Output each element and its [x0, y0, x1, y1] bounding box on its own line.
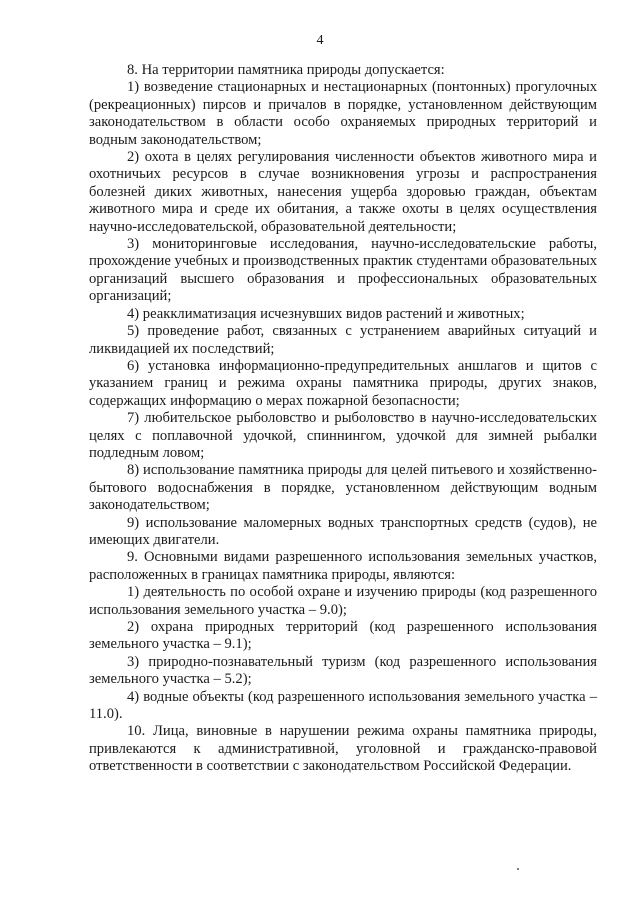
- section-8-item-9: 9) использование маломерных водных транспортных средств (судов), не имеющих двигатели.: [89, 514, 597, 548]
- section-10: 10. Лица, виновные в нарушении режима охраны памятника природы, привлекаются к административной, уголовной и гражданско-правовой ответственности в соответствии с законодательством Российской Федерации.: [89, 723, 597, 775]
- document-body: [89, 62, 597, 776]
- page-number: 4: [316, 33, 324, 48]
- section-9-item-4: 4) водные объекты (код разрешенного использования земельного участка – 11.0).: [89, 688, 597, 723]
- section-9-item-1: 1) деятельность по особой охране и изучению природы (код разрешенного использования земельного участка – 9.0);: [89, 584, 597, 618]
- section-9-item-2: 2) охрана природных территорий (код разрешенного использования земельного участка – 9.1);: [89, 619, 597, 653]
- section-9-heading: 9. Основными видами разрешенного использования земельных участков, расположенных в границах памятника природы, являются:: [89, 549, 597, 583]
- section-8-item-3: 3) мониторинговые исследования, научно-исследовательские работы, прохождение учебных и производственных практик студентами образовательных организаций высшего образования и профессиональных образовательных организаций;: [89, 236, 597, 305]
- scan-speck: [517, 868, 519, 870]
- section-8-item-1: 1) возведение стационарных и нестационарных (понтонных) прогулочных (рекреационных) пирсов и причалов в порядке, установленном действующим законодательством в области особо охраняемых природных территорий и водным законодательством;: [89, 79, 597, 148]
- section-8-item-5: 5) проведение работ, связанных с устранением аварийных ситуаций и ликвидацией их последствий;: [89, 323, 597, 357]
- section-8-heading: 8. На территории памятника природы допускается:: [127, 62, 445, 78]
- section-8-item-7: 7) любительское рыболовство и рыболовство в научно-исследовательских целях с поплавочной удочкой, спиннингом, удочкой для зимней рыбалки подледным ловом;: [89, 410, 597, 461]
- section-8-item-4: 4) реакклиматизация исчезнувших видов растений и животных;: [127, 305, 525, 322]
- section-8-item-6: 6) установка информационно-предупредительных аншлагов и щитов с указанием границ и режима охраны памятника природы, других знаков, содержащих информацию о мерах пожарной безопасности;: [89, 357, 597, 409]
- section-8-item-8: 8) использование памятника природы для целей питьевого и хозяйственно-бытового водоснабжения в порядке, установленном действующим водным законодательством;: [89, 462, 597, 514]
- section-9-item-3: 3) природно-познавательный туризм (код разрешенного использования земельного участка – 5.2);: [89, 653, 597, 688]
- section-8-item-2: 2) охота в целях регулирования численности объектов животного мира и охотничьих ресурсов в случае возникновения угрозы и распространения болезней диких животных, нанесения ущерба здоровью граждан, объектам животного мира и среде их обитания, а также охоты в целях осуществления научно-исследовательской, образовательной деятельности;: [89, 149, 597, 235]
